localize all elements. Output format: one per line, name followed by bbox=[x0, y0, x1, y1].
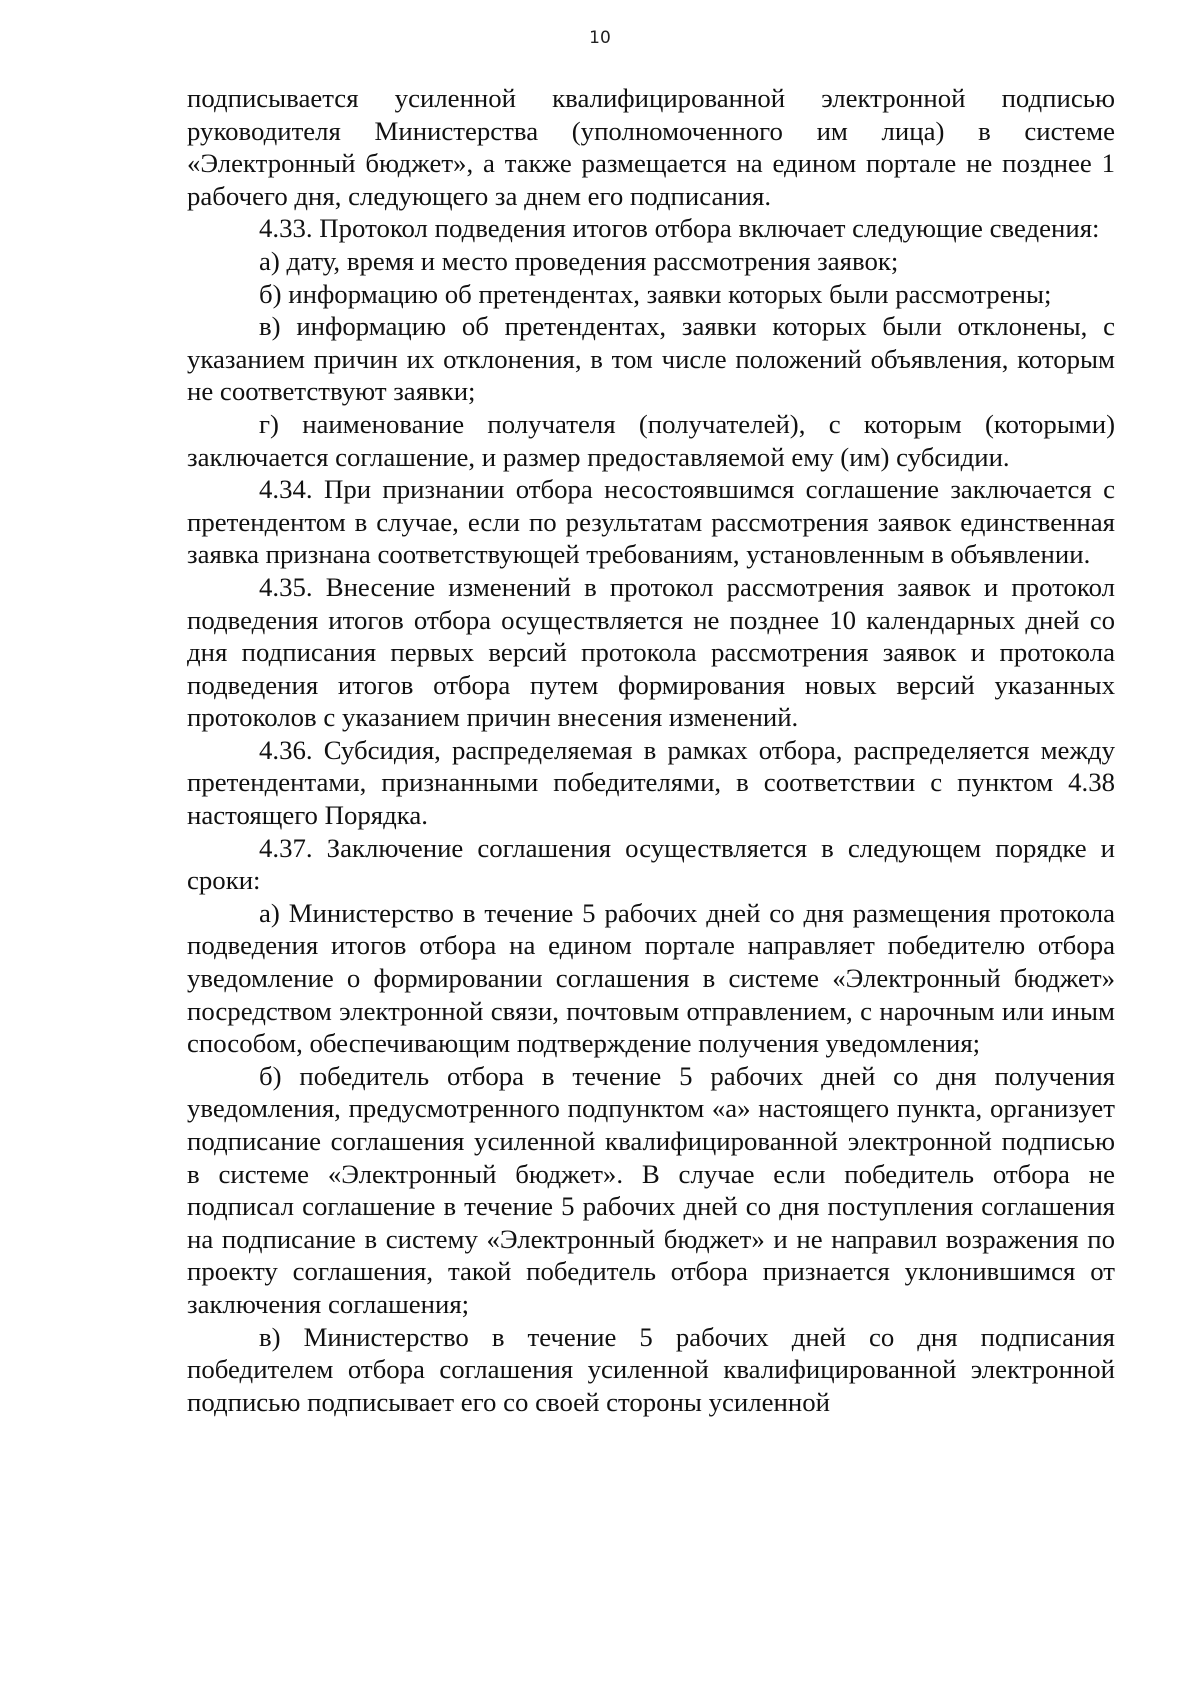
list-item-4-33-g: г) наименование получателя (получателей), с которым (которыми) заключается соглашение, и размер предоставляемой ему (им) субсидии. bbox=[187, 408, 1115, 472]
paragraph-continuation: подписывается усиленной квалифицированной электронной подписью руководителя Министерства (уполномоченного им лица) в системе «Электронный бюджет», а также размещается на едином портале не позднее 1 рабочего дня, следующего за днем его подписания. bbox=[187, 83, 1115, 211]
list-item-4-37-a: а) Министерство в течение 5 рабочих дней со дня размещения протокола подведения итогов отбора на едином портале направляет победителю отбора уведомление о формировании соглашения в системе «Электронный бюджет» посредством электронной связи, почтовым отправлением, с нарочным или иным способом, обеспечивающим подтверждение получения уведомления; bbox=[187, 897, 1115, 1059]
paragraph-4-35: 4.35. Внесение изменений в протокол рассмотрения заявок и протокол подведения итогов отбора осуществляется не позднее 10 календарных дней со дня подписания первых версий протокола рассмотрения заявок и протокола подведения итогов отбора путем формирования новых версий указанных протоколов с указанием причин внесения изменений. bbox=[187, 571, 1115, 733]
list-item-4-33-a: а) дату, время и место проведения рассмотрения заявок; bbox=[259, 245, 899, 276]
list-item-4-37-b: б) победитель отбора в течение 5 рабочих дней со дня получения уведомления, предусмотренного подпунктом «а» настоящего пункта, организует подписание соглашения усиленной квалифицированной электронной подписью в системе «Электронный бюджет». В случае если победитель отбора не подписал соглашение в течение 5 рабочих дней со дня поступления соглашения на подписание в систему «Электронный бюджет» и не направил возражения по проекту соглашения, такой победитель отбора признается уклонившимся от заключения соглашения; bbox=[187, 1060, 1115, 1319]
list-item-4-33-v: в) информацию об претендентах, заявки которых были отклонены, с указанием причин их отклонения, в том числе положений объявления, которым не соответствуют заявки; bbox=[187, 311, 1115, 407]
page-number: 10 bbox=[589, 28, 611, 48]
paragraph-4-37: 4.37. Заключение соглашения осуществляется в следующем порядке и сроки: bbox=[187, 832, 1115, 896]
list-item-4-33-b: б) информацию об претендентах, заявки которых были рассмотрены; bbox=[259, 278, 1052, 309]
document-body bbox=[187, 82, 1115, 1418]
list-item-4-37-v: в) Министерство в течение 5 рабочих дней со дня подписания победителем отбора соглашения усиленной квалифицированной электронной подписью подписывает его со своей стороны усиленной bbox=[187, 1321, 1115, 1417]
paragraph-4-36: 4.36. Субсидия, распределяемая в рамках отбора, распределяется между претендентами, признанными победителями, в соответствии с пунктом 4.38 настоящего Порядка. bbox=[187, 734, 1115, 831]
paragraph-4-34: 4.34. При признании отбора несостоявшимся соглашение заключается с претендентом в случае, если по результатам рассмотрения заявок единственная заявка признана соответствующей требованиям, установленным в объявлении. bbox=[187, 474, 1115, 570]
paragraph-4-33: 4.33. Протокол подведения итогов отбора включает следующие сведения: bbox=[259, 213, 1100, 244]
